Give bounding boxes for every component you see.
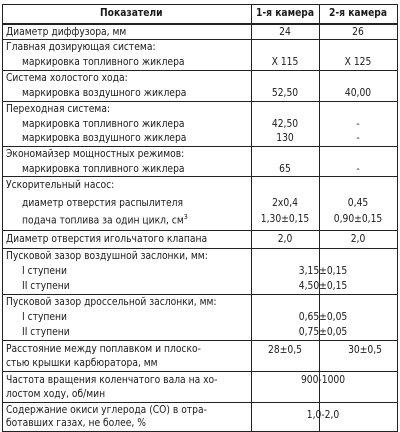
header-camera-2: 2-я камера [328, 8, 388, 19]
needle-valve-label: Диаметр отверстия игольчатого клапана [6, 234, 208, 245]
main-fuel-jet-value-2: Х 125 [344, 57, 372, 68]
accel-pump-title: Ускорительный насос: [6, 180, 115, 191]
row-divider [2, 371, 398, 372]
idle-speed-label-line2: лостом ходу, об/мин [6, 389, 106, 400]
table-border-right [397, 4, 398, 432]
accel-spray-value-1: 2х0,4 [272, 198, 298, 209]
economizer-title: Экономайзер мощностных режимов: [6, 149, 185, 160]
row-divider [2, 248, 398, 249]
float-value-2: 30±0,5 [348, 345, 382, 356]
transition-fuel-jet-label: маркировка топливного жиклера [22, 119, 185, 130]
row-divider [2, 101, 398, 102]
main-fuel-jet-value-1: Х 115 [271, 57, 299, 68]
row-divider [2, 70, 398, 71]
transition-air-jet-label: маркировка воздушного жиклера [22, 133, 187, 144]
accel-feed-label [22, 214, 188, 227]
idle-air-jet-label: маркировка воздушного жиклера [22, 88, 187, 99]
economizer-fuel-jet-value-1: 65 [279, 164, 291, 175]
transition-fuel-jet-value-1: 42,50 [271, 119, 299, 130]
economizer-fuel-jet-value-2: - [356, 164, 360, 175]
air-damper-title: Пусковой зазор воздушной заслонки, мм: [6, 251, 208, 262]
accel-feed-value-1: 1,30±0,15 [260, 214, 310, 225]
main-air-jet-value-1: 52,50 [271, 88, 299, 99]
air-damper-stage1-value: 3,15±0,15 [298, 266, 348, 277]
main-system-title: Главная дозирующая система: [6, 42, 156, 53]
transition-title: Переходная система: [6, 104, 111, 115]
diffuser-value-2: 26 [352, 27, 364, 38]
table-border-left [2, 4, 3, 432]
diffuser-label: Диаметр диффузора, мм [6, 27, 127, 38]
float-label-line1: Расстояние между поплавком и плоско- [6, 344, 201, 355]
economizer-fuel-jet-label: маркировка топливного жиклера [22, 164, 185, 175]
co-value: 1,0-2,0 [306, 410, 340, 421]
accel-feed-label-sup: 3 [183, 213, 188, 221]
header-camera-1: 1-я камера [255, 8, 315, 19]
air-damper-stage1-label: I ступени [22, 266, 67, 277]
header-divider [2, 23, 398, 25]
throttle-stage2-value: 0,75±0,05 [298, 327, 348, 338]
row-divider [2, 340, 398, 341]
main-fuel-jet-label: маркировка топливного жиклера [22, 57, 185, 68]
float-label-line2: стью крышки карбюратора, мм [6, 358, 158, 369]
idle-speed-label-line1: Частота вращения коленчатого вала на хо- [6, 375, 218, 386]
table-border-top [2, 4, 398, 5]
row-divider [2, 402, 398, 403]
co-label-line1: Содержание окиси углерода (СО) в отра- [6, 405, 207, 416]
throttle-title: Пусковой зазор дроссельной заслонки, мм: [6, 297, 217, 308]
throttle-stage2-label: II ступени [22, 327, 70, 338]
transition-air-jet-value-2: - [356, 133, 360, 144]
accel-feed-value-2: 0,90±0,15 [333, 214, 383, 225]
needle-valve-value-2: 2,0 [350, 234, 366, 245]
needle-valve-value-1: 2,0 [277, 234, 293, 245]
accel-spray-label: диаметр отверстия распылителя [22, 198, 183, 209]
row-divider [2, 39, 398, 40]
row-divider [2, 176, 398, 177]
accel-feed-label-text: подача топлива за один цикл, см [22, 215, 184, 227]
row-divider [2, 230, 398, 231]
throttle-stage1-value: 0,65±0,05 [298, 312, 348, 323]
main-air-jet-value-2: 40,00 [344, 88, 372, 99]
float-value-1: 28±0,5 [268, 345, 302, 356]
air-damper-stage2-label: II ступени [22, 281, 70, 292]
co-label-line2: ботавших газах, не более, % [6, 418, 146, 429]
air-damper-stage2-value: 4,50±0,15 [298, 281, 348, 292]
throttle-stage1-label: I ступени [22, 312, 67, 323]
idle-system-title: Система холостого хода: [6, 73, 128, 84]
transition-air-jet-value-1: 130 [276, 133, 294, 144]
header-parameters: Показатели [100, 8, 163, 19]
row-divider [2, 294, 398, 295]
accel-spray-value-2: 0,45 [347, 198, 369, 209]
row-divider [2, 146, 398, 147]
idle-speed-value: 900-1000 [300, 375, 346, 386]
diffuser-value-1: 24 [279, 27, 291, 38]
transition-fuel-jet-value-2: - [356, 119, 360, 130]
